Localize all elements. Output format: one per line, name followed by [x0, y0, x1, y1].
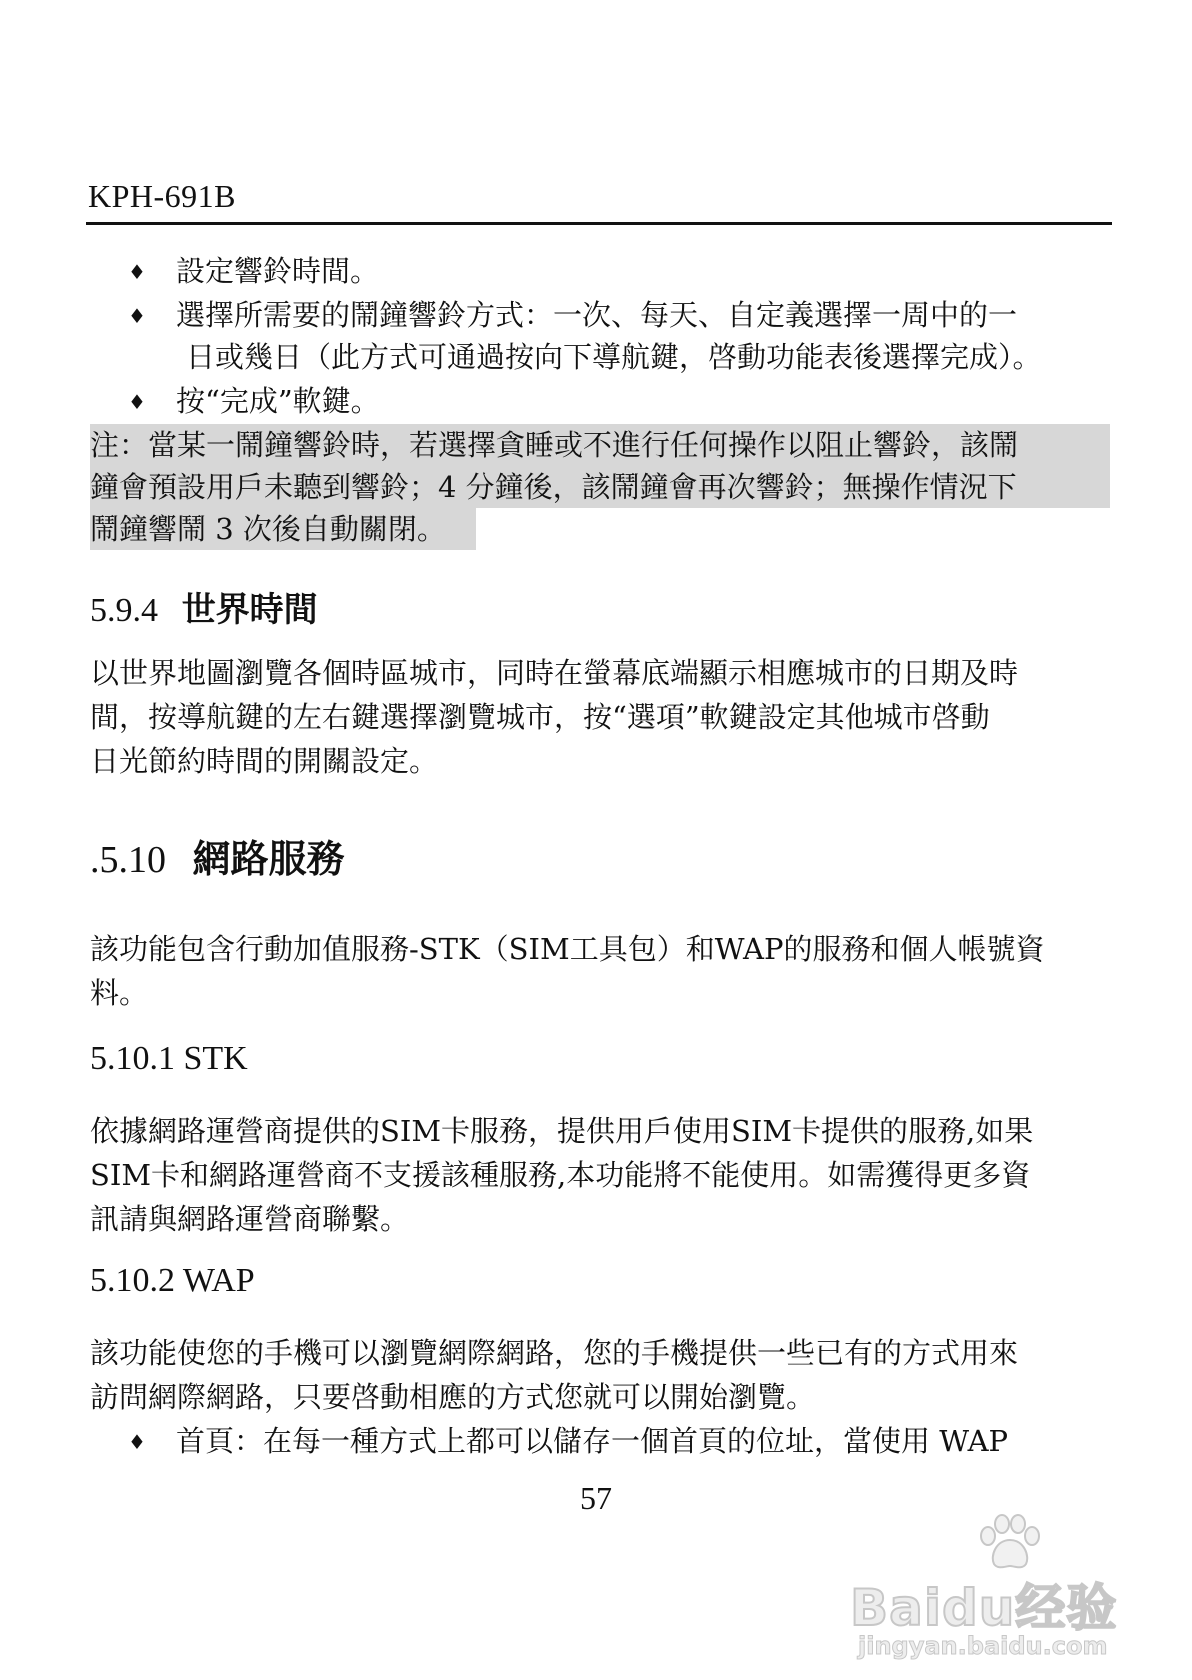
- paragraph-line: 料。: [90, 976, 149, 1010]
- watermark-brand: Baidu经验: [850, 1579, 1118, 1637]
- watermark-url: jingyan.baidu.com: [858, 1632, 1108, 1660]
- bullet-icon: ♦: [128, 390, 146, 414]
- bullet-text-wap: 首頁：在每一種方式上都可以儲存一個首頁的位址，當使用 WAP: [176, 1424, 1009, 1458]
- section-title: 網路服務: [192, 836, 345, 881]
- page-number: 57: [580, 1480, 612, 1516]
- paragraph-line: 訊請與網路運營商聯繫。: [90, 1202, 410, 1236]
- note-line-1: 注：當某一鬧鐘響鈴時，若選擇貪睡或不進行任何操作以阻止響鈴，該鬧: [90, 428, 1019, 462]
- paragraph-line: SIM卡和網路運營商不支援該種服務,本功能將不能使用。如需獲得更多資: [90, 1158, 1031, 1192]
- section-594-heading: [90, 582, 318, 631]
- paragraph-line: 間，按導航鍵的左右鍵選擇瀏覽城市，按“選項”軟鍵設定其他城市啓動: [90, 700, 990, 734]
- bullet-icon: ♦: [128, 304, 146, 328]
- bullet-icon: ♦: [128, 1430, 146, 1454]
- paragraph-line: 該功能使您的手機可以瀏覽網際網路，您的手機提供一些已有的方式用來: [90, 1336, 1019, 1370]
- paragraph-line: 日光節約時間的開關設定。: [90, 744, 439, 778]
- bullet-text-2: 選擇所需要的鬧鐘響鈴方式：一次、每天、自定義選擇一周中的一: [176, 298, 1018, 332]
- bullet-text-3: 按“完成”軟鍵。: [176, 384, 380, 418]
- paragraph-line: 該功能包含行動加值服務-STK（SIM工具包）和WAP的服務和個人帳號資: [90, 932, 1045, 966]
- paw-icon: [970, 1512, 1050, 1572]
- note-line-2: 鐘會預設用戶未聽到響鈴；4 分鐘後，該鬧鐘會再次響鈴；無操作情況下: [90, 470, 1017, 504]
- paragraph-line: 以世界地圖瀏覽各個時區城市，同時在螢幕底端顯示相應城市的日期及時: [90, 656, 1019, 690]
- section-number: .5.10: [90, 839, 166, 881]
- paragraph-line: 訪問網際網路，只要啓動相應的方式您就可以開始瀏覽。: [90, 1380, 816, 1414]
- header-model: KPH-691B: [88, 178, 237, 214]
- header-rule: [86, 222, 1112, 225]
- section-title: 世界時間: [181, 590, 318, 630]
- paragraph-line: 依據網路運營商提供的SIM卡服務，提供用戶使用SIM卡提供的服務,如果: [90, 1114, 1034, 1148]
- section-5101-heading: 5.10.1 STK: [90, 1040, 248, 1077]
- section-5102-heading: 5.10.2 WAP: [90, 1262, 255, 1299]
- bullet-text-1: 設定響鈴時間。: [176, 254, 380, 288]
- bullet-text-2-cont: 日或幾日（此方式可通過按向下導航鍵，啓動功能表後選擇完成）。: [186, 340, 1042, 374]
- section-number: 5.9.4: [90, 592, 158, 629]
- baidu-watermark: [850, 1512, 1150, 1662]
- section-510-heading: [90, 828, 344, 883]
- note-line-3: 鬧鐘響鬧 3 次後自動關閉。: [90, 512, 446, 546]
- bullet-icon: ♦: [128, 260, 146, 284]
